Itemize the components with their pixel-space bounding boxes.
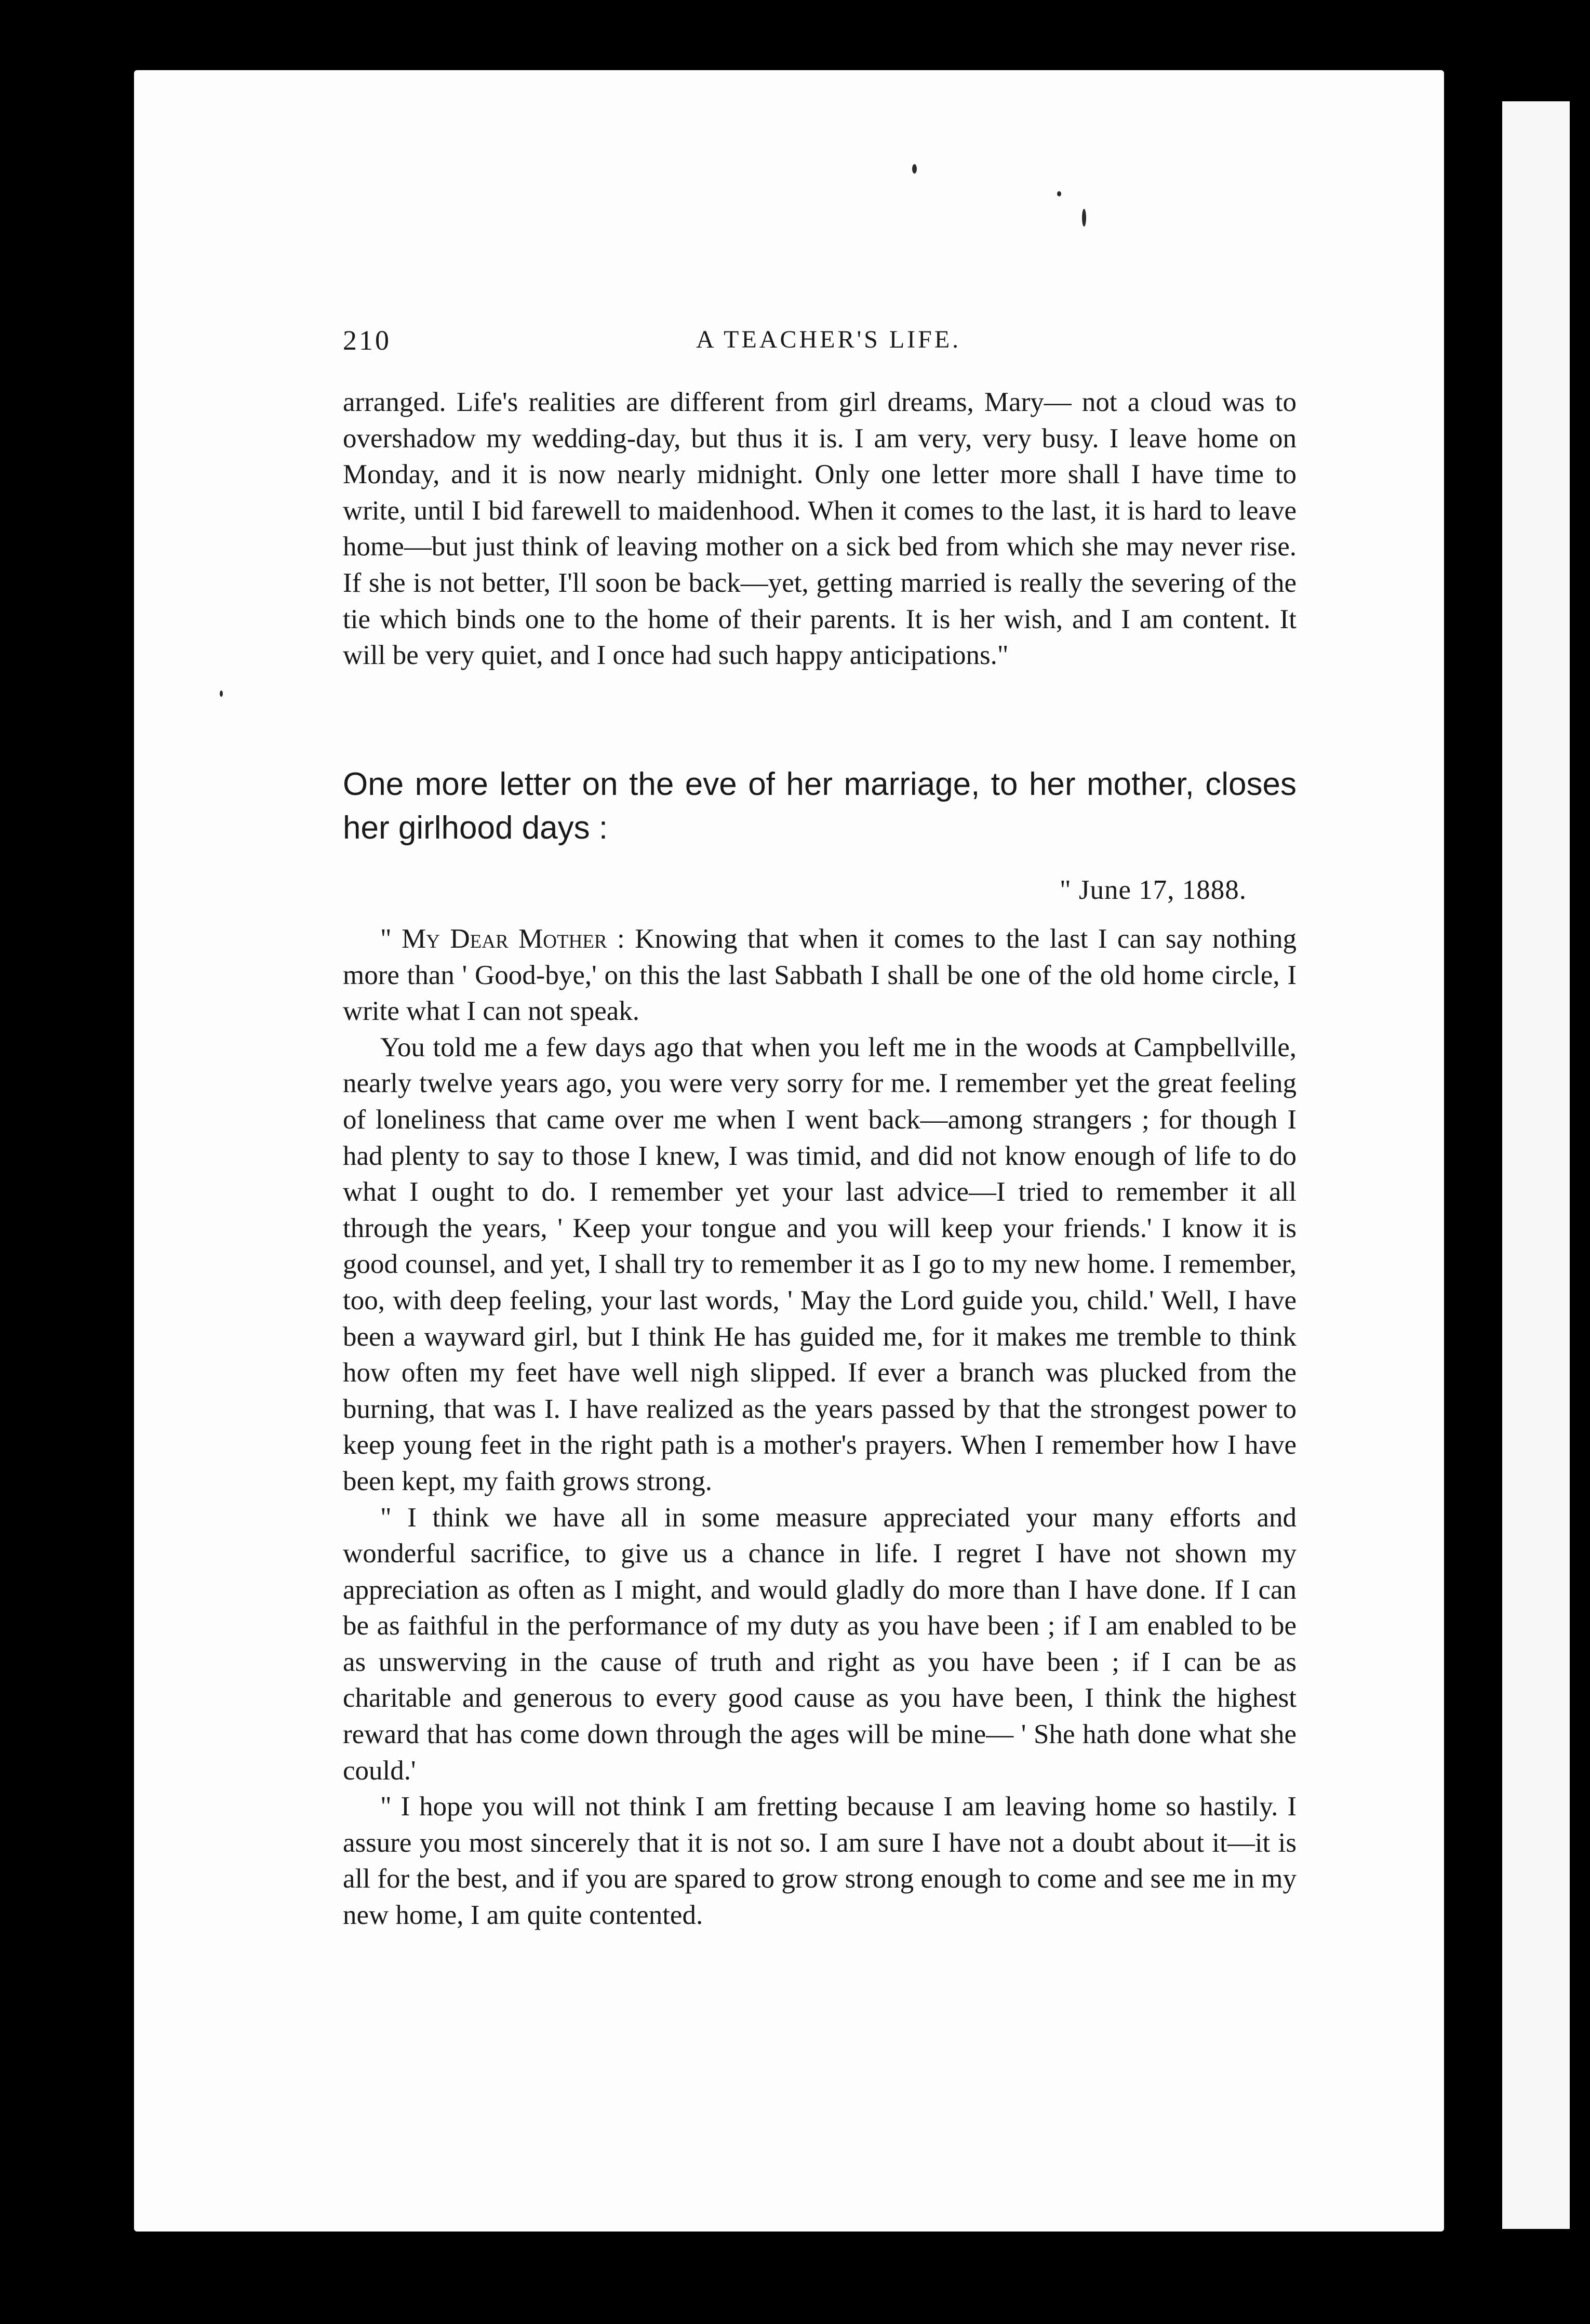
letter-paragraph (343, 921, 1297, 1030)
letter-paragraph: You told me a few days ago that when you left me in the woods at Campbellville, nearly twelve years ago, you were very sorry for me. I remember yet the great feeling of loneliness that came over me when I went back—among strangers ; for though I had plenty to say to those I knew, I was timid, and did not know enough of life to do what I ought to do. I remember yet your last advice—I tried to remember it all through the years, ' Keep your tongue and you will keep your friends.' I know it is good counsel, and yet, I shall try to remember it as I go to my new home. I remember, too, with deep feeling, your last words, ' May the Lord guide you, child.' Well, I have been a wayward girl, but I think He has guided me, for it makes me tremble to think how often my feet have well nigh slipped. If ever a branch was plucked from the burning, that was I. I have realized as the years passed by that the strongest power to keep young feet in the right path is a mother's prayers. When I remember how I have been kept, my faith grows strong. (343, 1032, 1297, 1496)
letter-paragraph-text: Knowing that when it comes to the last I can say nothing more than ' Good-bye,' on this the last Sabbath I shall be one of the old home circle, I write what I can not speak. (343, 924, 1297, 1027)
continued-letter-paragraph: arranged. Life's realities are different from girl dreams, Mary— not a cloud was to overshadow my wedding-day, but thus it is. I am very, very busy. I leave home on Monday, and it is now nearly midnight. Only one letter more shall I have time to write, until I bid farewell to maidenhood. When it comes to the last, it is hard to leave home—but just think of leaving mother on a sick bed from which she may never rise. If she is not better, I'll soon be back—yet, getting married is really the severing of the tie which binds one to the home of their parents. It is her wish, and I am content. It will be very quiet, and I once had such happy anticipations." (343, 387, 1297, 671)
running-head: A TEACHER'S LIFE. (696, 326, 961, 353)
ink-speck (220, 690, 223, 697)
letter-body (343, 921, 1297, 1934)
intro-sentence: One more letter on the eve of her marriage, to her mother, closes her girlhood days : (343, 766, 1297, 846)
ink-speck (912, 164, 917, 174)
ink-speck (1082, 209, 1086, 227)
letter-paragraph: " I think we have all in some measure appreciated your many efforts and wonderful sacrifice, to give us a chance in life. I regret I have not shown my appreciation as often as I might, and would gladly do more than I have done. If I can be as faithful in the performance of my duty as you have been ; if I am enabled to be as unswerving in the cause of truth and right as you have been ; if I can be as charitable and generous to every good cause as you have been, I think the highest reward that has come down through the ages will be mine— ' She hath done what she could.' (343, 1502, 1297, 1786)
continued-letter (343, 384, 1297, 674)
page-header (343, 324, 1303, 366)
page-number: 210 (343, 325, 391, 356)
ink-speck (1057, 191, 1061, 196)
letter-salutation: " My Dear Mother : (380, 924, 625, 954)
adjacent-page-edge (1502, 101, 1570, 2229)
letter-date: " June 17, 1888. (1060, 875, 1247, 905)
letter-paragraph: " I hope you will not think I am fretting because I am leaving home so hastily. I assure you most sincerely that it is not so. I am sure I have not a doubt about it—it is all for the best, and if you are spared to grow strong enough to come and see me in my new home, I am quite contented. (343, 1791, 1297, 1931)
